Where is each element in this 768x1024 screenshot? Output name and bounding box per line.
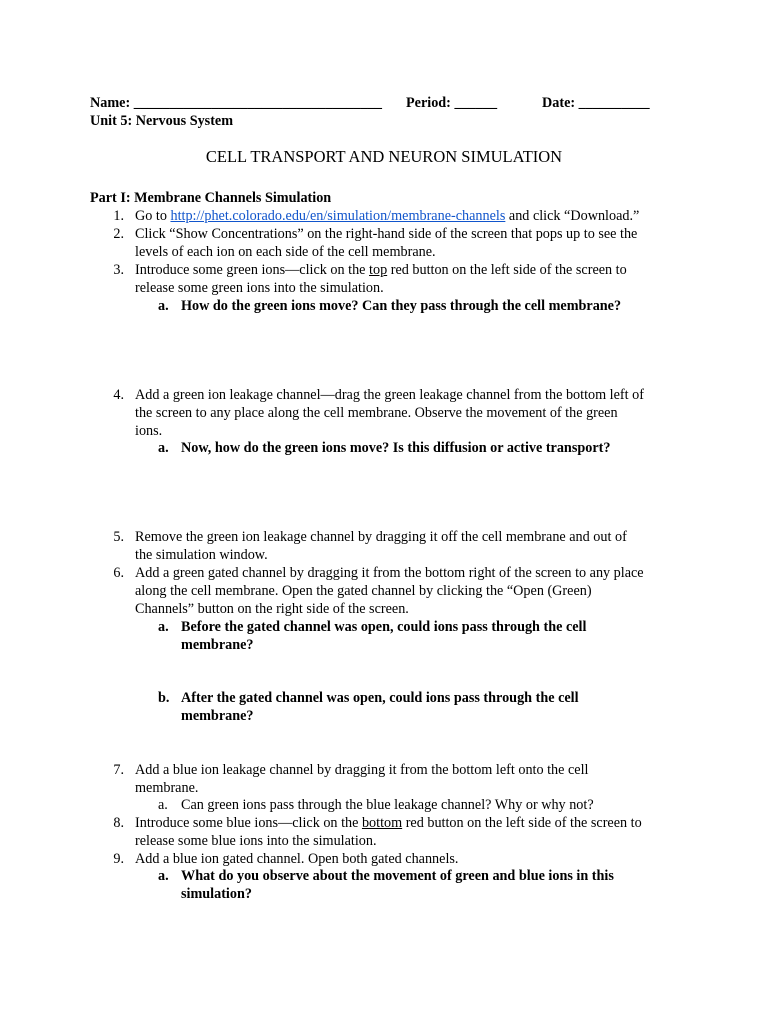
step-1-post: and click “Download.” xyxy=(505,208,640,224)
name-label: Name: xyxy=(90,95,131,111)
step-8-line-2: release some blue ions into the simulation. xyxy=(135,833,377,849)
page-title: CELL TRANSPORT AND NEURON SIMULATION xyxy=(205,147,563,166)
step-1-pre: Go to xyxy=(135,208,171,224)
step-7-line-2: membrane. xyxy=(135,780,199,796)
step-4-line-3: ions. xyxy=(135,423,163,439)
step-3-line-1 xyxy=(135,261,627,279)
step-8-number: 8. xyxy=(113,815,124,831)
step-3-number: 3. xyxy=(113,262,124,278)
step-2-number: 2. xyxy=(113,226,124,242)
step-5-number: 5. xyxy=(113,529,124,545)
header-date xyxy=(542,94,650,112)
date-label: Date: xyxy=(542,95,576,111)
step-6-number: 6. xyxy=(113,565,124,581)
step-7-number: 7. xyxy=(113,762,124,778)
step-8-text-b: red button on the left side of the screen to xyxy=(402,815,642,831)
step-1 xyxy=(135,207,639,225)
step-9a-label: a. xyxy=(158,868,169,884)
step-7a-question: Can green ions pass through the blue leakage channel? Why or why not? xyxy=(181,797,594,813)
date-blank[interactable]: __________ xyxy=(578,95,650,111)
step-6a-question-line-1: Before the gated channel was open, could ions pass through the cell xyxy=(181,619,587,635)
step-9a-question-line-1: What do you observe about the movement of green and blue ions in this xyxy=(181,868,614,884)
step-4-number: 4. xyxy=(113,387,124,403)
step-4a-label: a. xyxy=(158,440,169,456)
step-2-line-2: levels of each ion on each side of the cell membrane. xyxy=(135,244,436,260)
step-3-line-2: release some green ions into the simulation. xyxy=(135,280,384,296)
step-3-text-b: red button on the left side of the screen to xyxy=(387,262,627,278)
step-2-line-1: Click “Show Concentrations” on the right-hand side of the screen that pops up to see the xyxy=(135,226,638,242)
step-7a-label: a. xyxy=(158,797,168,813)
step-3a-label: a. xyxy=(158,298,169,314)
step-6b-question-line-2: membrane? xyxy=(181,708,254,724)
step-3-underlined: top xyxy=(369,262,388,278)
step-9-number: 9. xyxy=(113,851,124,867)
step-6-line-1: Add a green gated channel by dragging it from the bottom right of the screen to any place xyxy=(135,565,644,581)
step-6a-label: a. xyxy=(158,619,169,635)
step-9-line-1: Add a blue ion gated channel. Open both gated channels. xyxy=(135,851,459,867)
step-5-line-2: the simulation window. xyxy=(135,547,268,563)
header-name-line xyxy=(90,94,382,112)
period-blank[interactable]: ______ xyxy=(454,95,498,111)
step-3a-question: How do the green ions move? Can they pass through the cell membrane? xyxy=(181,298,622,314)
step-8-underlined: bottom xyxy=(361,815,403,831)
step-1-number: 1. xyxy=(113,208,124,224)
step-4-line-2: the screen to any place along the cell membrane. Observe the movement of the green xyxy=(135,405,618,421)
step-6a-question-line-2: membrane? xyxy=(181,637,254,653)
step-9a-question-line-2: simulation? xyxy=(181,886,252,902)
name-blank[interactable]: ___________________________________ xyxy=(133,95,383,111)
step-3-text-a: Introduce some green ions—click on the xyxy=(135,262,370,278)
step-6b-label: b. xyxy=(158,690,170,706)
header-period xyxy=(406,94,497,112)
unit-label: Unit 5: Nervous System xyxy=(90,113,234,129)
step-6-line-3: Channels” button on the right side of the screen. xyxy=(135,601,409,617)
step-4a-question: Now, how do the green ions move? Is this diffusion or active transport? xyxy=(181,440,611,456)
step-4-line-1: Add a green ion leakage channel—drag the green leakage channel from the bottom left of xyxy=(135,387,644,403)
part-heading: Part I: Membrane Channels Simulation xyxy=(90,190,332,206)
step-7-line-1: Add a blue ion leakage channel by dragging it from the bottom left onto the cell xyxy=(135,762,589,778)
step-8-line-1 xyxy=(135,814,642,832)
step-5-line-1: Remove the green ion leakage channel by dragging it off the cell membrane and out of xyxy=(135,529,627,545)
step-8-text-a: Introduce some blue ions—click on the xyxy=(135,815,362,831)
phet-link[interactable]: http://phet.colorado.edu/en/simulation/membrane-channels xyxy=(170,208,506,224)
step-6-line-2: along the cell membrane. Open the gated channel by clicking the “Open (Green) xyxy=(135,583,592,599)
period-label: Period: xyxy=(406,95,451,111)
step-6b-question-line-1: After the gated channel was open, could ions pass through the cell xyxy=(181,690,579,706)
